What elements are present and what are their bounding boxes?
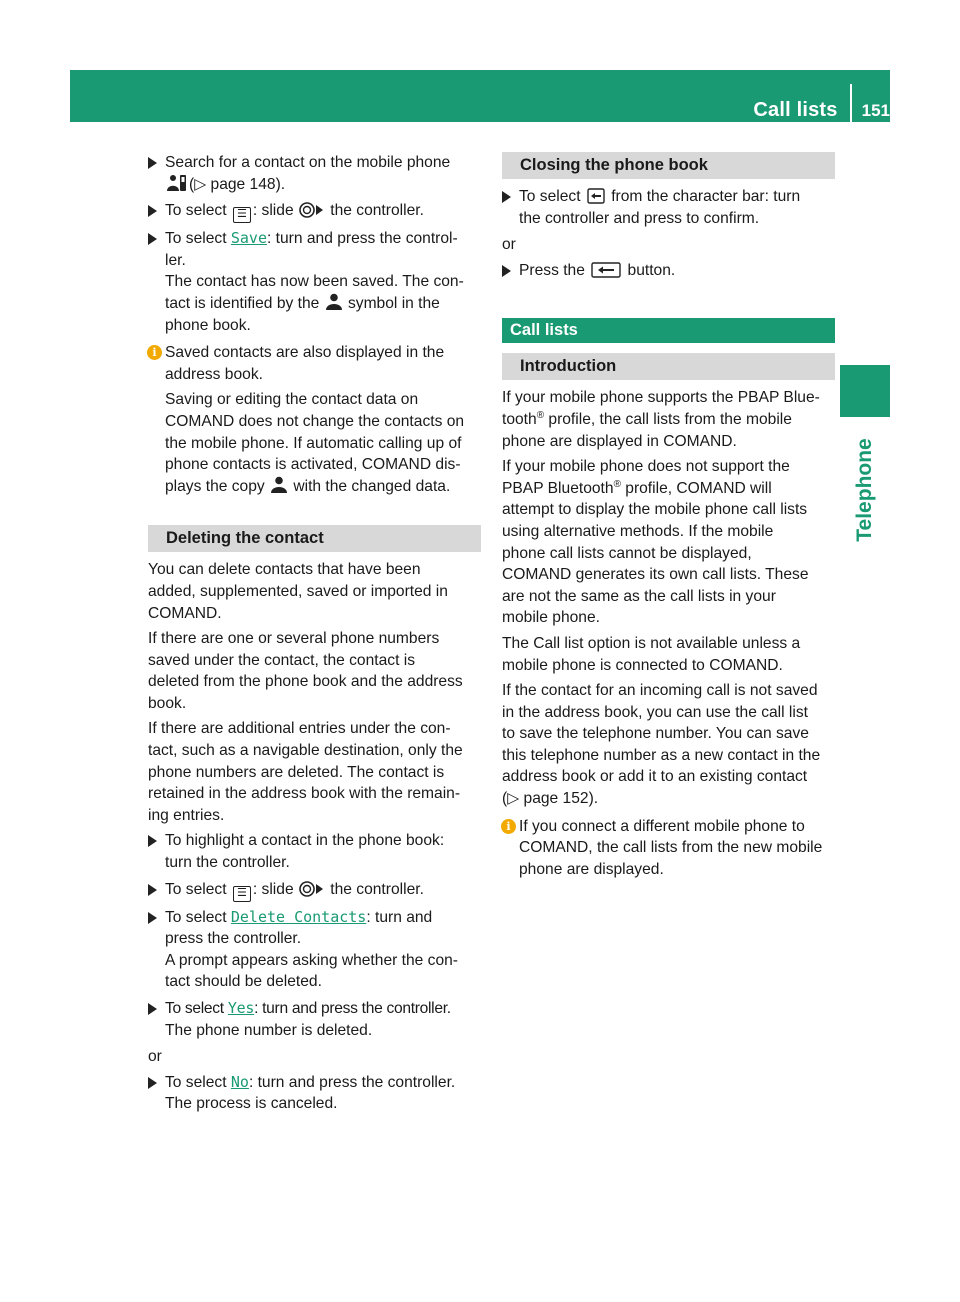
note-different-phone: i If you connect a different mobile phone to COMAND, the call lists from the new mobile phone are displayed. — [502, 816, 835, 881]
side-label — [844, 430, 886, 550]
page-ref-arrow-icon: ▷ — [507, 790, 520, 808]
step-arrow-icon — [502, 265, 511, 277]
no-keyword: No — [230, 1072, 249, 1091]
side-tab — [840, 365, 890, 417]
step-arrow-icon — [148, 157, 157, 169]
running-title: Call lists — [753, 99, 838, 122]
or-text: or — [148, 1048, 162, 1066]
step-select-yes: To select Yes: turn and press the controller. The phone number is deleted. — [148, 998, 481, 1041]
phone-contact-icon — [167, 174, 187, 192]
step-select-menu-2: To select ☰ : slide the controller. — [148, 879, 481, 902]
paragraph: If there are one or several phone numbers saved under the contact, the contact is deleted from the phone book and the address book. — [148, 630, 463, 712]
paragraph: If your mobile phone does not support the PBAP Bluetooth® profile, COMAND will attempt to display the mobile phone call lists using alternative methods. If the mobile phone call lists cannot be displayed, COMAND generates its own call lists. These are not the same as the call lists in your mobile phone. — [502, 458, 809, 627]
page-ref-arrow-icon: ▷ — [194, 175, 207, 193]
step-arrow-icon — [502, 191, 511, 203]
controller-slide-icon — [299, 881, 325, 897]
note-saved-contacts: i Saved contacts are also displayed in the address book. Saving or editing the contact data on COMAND does not change the contacts on the mobile phone. If automatic calling up of phone contacts is activated, COMAND dis- plays the copy with the changed data. — [148, 342, 481, 497]
step-highlight-contact: To highlight a contact in the phone book: turn the controller. — [148, 830, 481, 873]
step-arrow-icon — [148, 835, 157, 847]
step-select-delete: To select Delete Contacts: turn and press the controller. A prompt appears asking whether the con- tact should be deleted. — [148, 907, 481, 993]
paragraph: If the contact for an incoming call is not saved in the address book, you can use the call list to save the telephone number. You can save this telephone number as a new contact in the address book or add it to an existing contact (▷ page 152). — [502, 682, 821, 808]
person-icon — [326, 293, 342, 311]
controller-slide-icon — [299, 202, 325, 218]
section-call-lists: Call lists — [502, 318, 835, 343]
menu-box-icon: ☰ — [233, 207, 251, 223]
side-label-text: Telephone — [853, 438, 877, 542]
yes-keyword: Yes — [227, 999, 255, 1017]
step-arrow-icon — [148, 912, 157, 924]
step-arrow-icon — [148, 233, 157, 245]
step-select-no: To select No: turn and press the controller. The process is canceled. — [148, 1072, 481, 1115]
section-closing-phone-book: Closing the phone book — [502, 152, 835, 179]
paragraph: If there are additional entries under the con- tact, such as a navigable destination, only the phone numbers are deleted. The contact is retained in the address book with the remain- ing entries. — [148, 720, 463, 824]
menu-box-icon: ☰ — [233, 886, 251, 902]
back-char-icon — [587, 188, 605, 204]
step-arrow-icon — [148, 1077, 157, 1089]
right-column — [502, 152, 835, 884]
header-title — [753, 86, 890, 136]
paragraph: You can delete contacts that have been added, supplemented, saved or imported in COMAND. — [148, 561, 448, 622]
or-text: or — [502, 236, 516, 254]
step-arrow-icon — [148, 1003, 157, 1015]
header-separator — [850, 84, 852, 134]
step-select-menu: To select ☰ : slide the controller. — [148, 200, 481, 223]
step-select-back-char: To select from the character bar: turn the controller and press to confirm. — [502, 186, 835, 229]
info-icon: i — [501, 819, 516, 834]
paragraph: The Call list option is not available unless a mobile phone is connected to COMAND. — [502, 634, 801, 674]
person-icon — [271, 476, 287, 494]
step-arrow-icon — [148, 884, 157, 896]
paragraph: If your mobile phone supports the PBAP Blue- tooth® profile, the call lists from the mobile phone are displayed in COMAND. — [502, 389, 820, 450]
step-search-contact: Search for a contact on the mobile phone (▷ page 148). — [148, 152, 481, 195]
save-keyword: Save — [230, 229, 267, 248]
section-deleting-contact: Deleting the contact — [148, 525, 481, 552]
page-number: 151 — [861, 101, 890, 121]
step-arrow-icon — [148, 205, 157, 217]
back-button-icon — [591, 262, 621, 278]
section-introduction: Introduction — [502, 353, 835, 380]
step-press-back-button: Press the button. — [502, 260, 835, 282]
info-icon: i — [147, 345, 162, 360]
delete-contacts-keyword: Delete Contacts — [230, 907, 367, 926]
left-column — [148, 152, 481, 1120]
step-select-save: To select Save: turn and press the control- ler. The contact has now been saved. The con- tact is identified by the symbol in the phone book. — [148, 228, 481, 336]
